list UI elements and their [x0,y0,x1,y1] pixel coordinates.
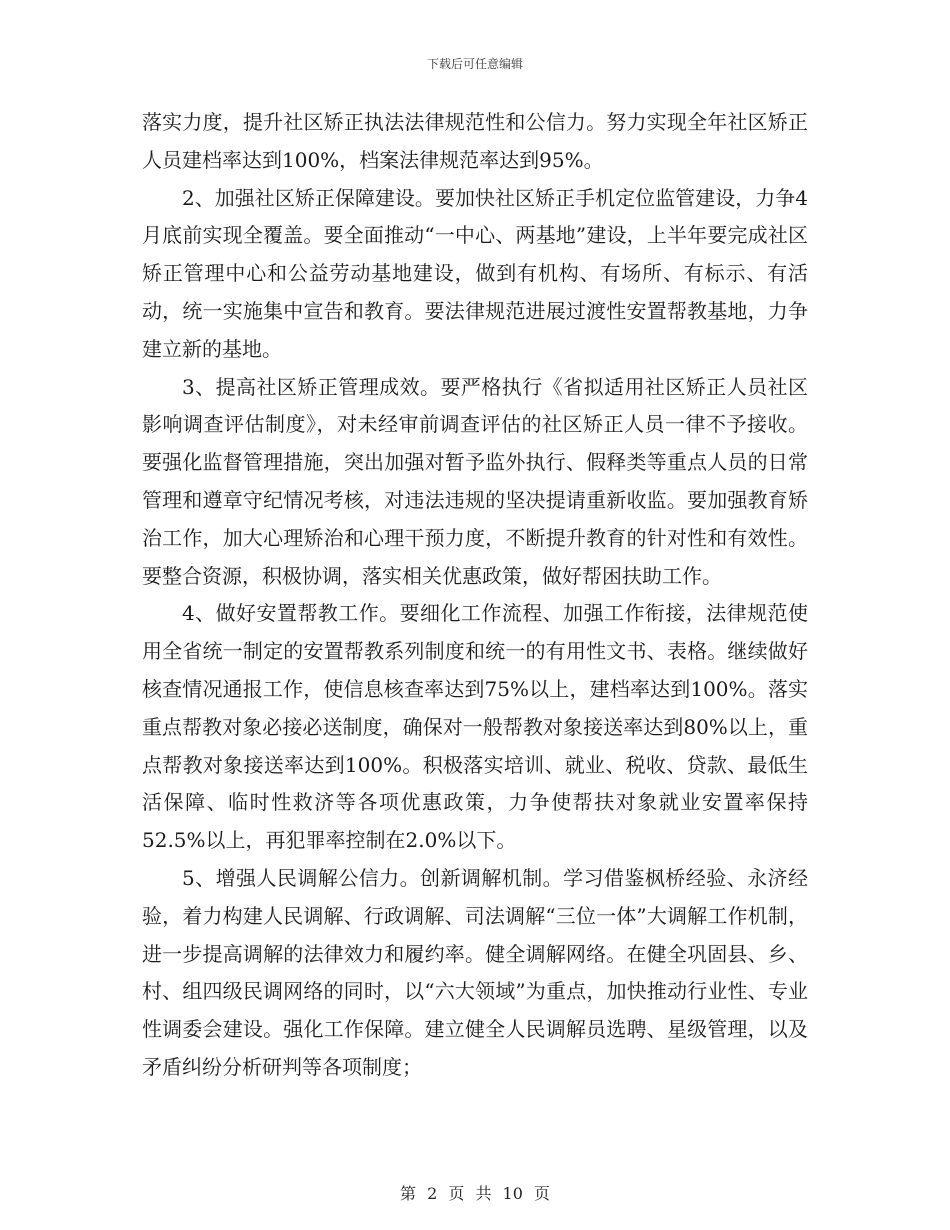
paragraph-item-2: 2、加强社区矫正保障建设。要加快社区矫正手机定位监管建设，力争4月底前实现全覆盖。要全面推动“一中心、两基地”建设，上半年要完成社区矫正管理中心和公益劳动基地建设，做到有机构、有场所、有标示、有活动，统一实施集中宣告和教育。要法律规范进展过渡性安置帮教基地，力争建立新的基地。 [142,185,808,361]
page-header: 下载后可任意编辑 [426,57,523,71]
page-footer: 第 2 页 共 10 页 [400,1184,550,1203]
document-body [142,104,808,1087]
paragraph-item-4: 4、做好安置帮教工作。要细化工作流程、加强工作衔接，法律规范使用全省统一制定的安置帮教系列制度和统一的有用性文书、表格。继续做好核查情况通报工作，使信息核查率达到75%以上，建档率达到100%。落实重点帮教对象必接必送制度，确保对一般帮教对象接送率达到80%以上，重点帮教对象接送率达到100%。积极落实培训、就业、税收、贷款、最低生活保障、临时性救济等各项优惠政策，力争使帮扶对象就业安置率保持52.5%以上，再犯罪率控制在2.0%以下。 [142,601,808,853]
paragraph-continuation: 落实力度，提升社区矫正执法法律规范性和公信力。努力实现全年社区矫正人员建档率达到100%，档案法律规范率达到95%。 [142,110,808,172]
paragraph-item-5: 5、增强人民调解公信力。创新调解机制。学习借鉴枫桥经验、永济经验，着力构建人民调解、行政调解、司法调解“三位一体”大调解工作机制，进一步提高调解的法律效力和履约率。健全调解网络。在健全巩固县、乡、村、组四级民调网络的同时，以“六大领域”为重点，加快推动行业性、专业性调委会建设。强化工作保障。建立健全人民调解员选聘、星级管理，以及矛盾纠纷分析研判等各项制度； [142,865,808,1079]
paragraph-item-3: 3、提高社区矫正管理成效。要严格执行《省拟适用社区矫正人员社区影响调查评估制度》，对未经审前调查评估的社区矫正人员一律不予接收。要强化监督管理措施，突出加强对暂予监外执行、假释类等重点人员的日常管理和遵章守纪情况考核，对违法违规的坚决提请重新收监。要加强教育矫治工作，加大心理矫治和心理干预力度，不断提升教育的针对性和有效性。要整合资源，积极协调，落实相关优惠政策，做好帮困扶助工作。 [142,374,808,588]
